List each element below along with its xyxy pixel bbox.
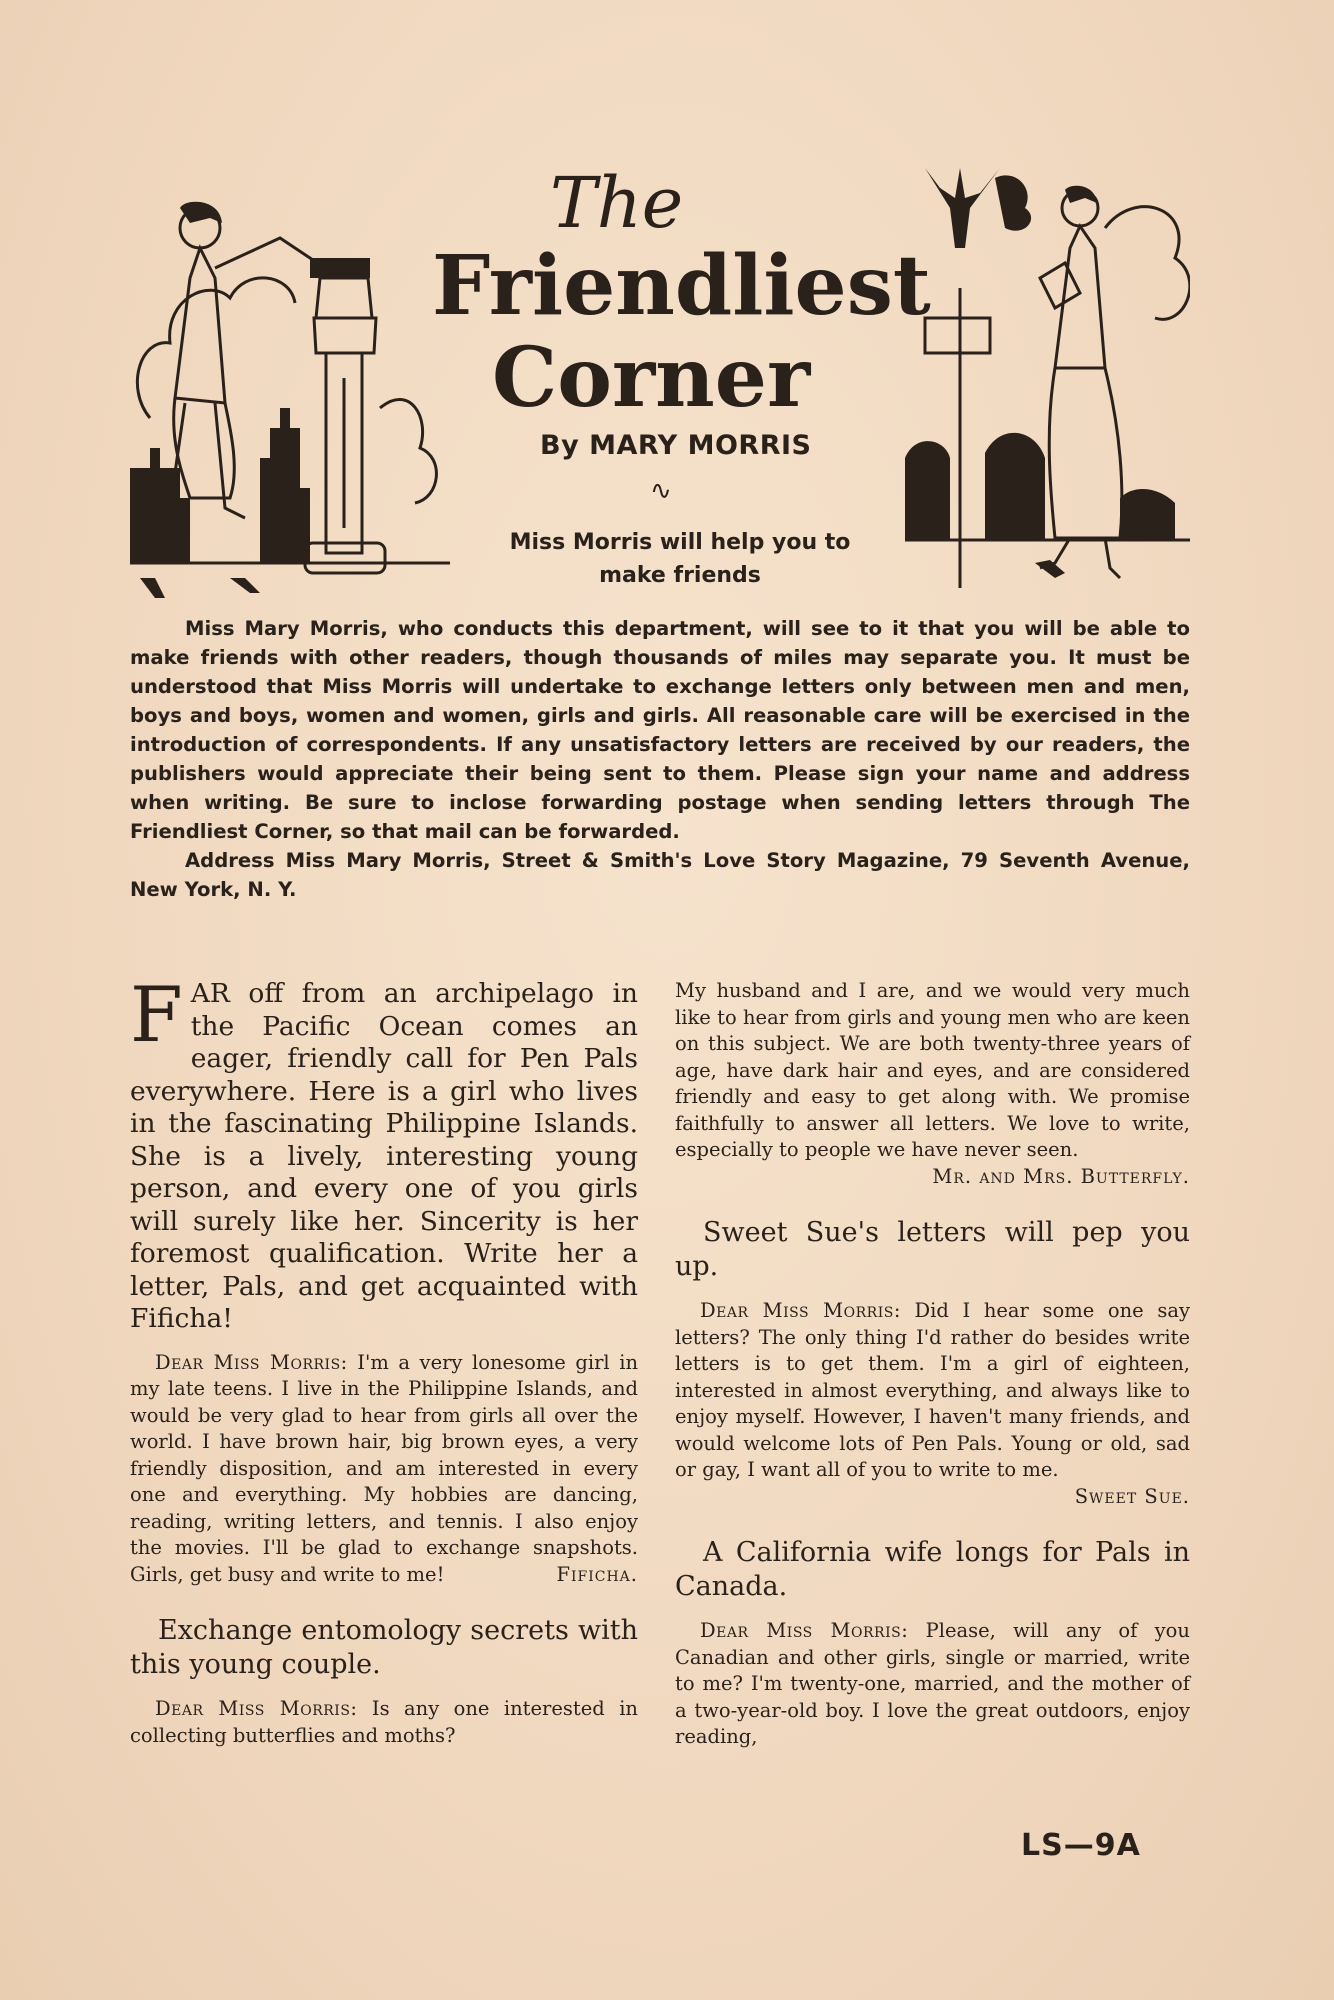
letter-body: I'm a very lonesome girl in my late teens. I live in the Philippine Islands, and would be very glad to hear from girls all over the world. I have brown hair, big brown eyes, a very friendly disposition, and am interested in every one and everything. My hobbies are dancing, reading, writing letters, and tennis. I also enjoy the movies. I'll be glad to exchange snapshots. Girls, get busy and write to me!: [130, 1350, 638, 1586]
letter-california-wife: [675, 1618, 1190, 1751]
title-line-friendliest: Friendliest: [432, 238, 931, 334]
right-column: [675, 978, 1190, 1751]
byline: By MARY MORRIS: [540, 430, 812, 461]
letter-body: Please, will any of you Canadian and other girls, single or married, write to me? I'm twenty-one, married, and the mother of a two-year-old boy. I love the great outdoors, enjoy reading,: [675, 1619, 1190, 1748]
title-line-corner: Corner: [492, 330, 811, 426]
letter-salutation: Dear Miss Morris:: [155, 1697, 358, 1720]
letter-body: Did I hear some one say letters? The only thing I'd rather do besides write letters is to get them. I'm a girl of eighteen, interested in almost everything, and always like to enjoy myself. However, I haven't many friends, and would welcome lots of Pen Pals. Young or old, sad or gay, I want all of you to write to me.: [675, 1299, 1190, 1481]
page-title: [432, 240, 952, 424]
lead-text: AR off from an archipelago in the Pacific Ocean comes an eager, friendly call for Pen Pals everywhere. Here is a girl who lives in the fascinating Philippine Islands. She is a lively, interesting young person, and every one of you girls will surely like her. Sincerity is her foremost qualification. Write her a letter, Pals, and get acquainted with Fificha!: [130, 978, 638, 1334]
subtitle: Miss Morris will help you to make friends: [509, 530, 851, 588]
letter-butterfly-start: [130, 1696, 638, 1749]
section-heading: A California wife longs for Pals in Canada.: [675, 1537, 1190, 1602]
woman-mailbox-illustration: [130, 168, 450, 608]
ornament-icon: ∿: [650, 476, 672, 506]
drop-cap: F: [130, 970, 183, 1059]
letter-salutation: Dear Miss Morris:: [155, 1350, 348, 1374]
intro-notice: [130, 614, 1190, 904]
section-heading: Sweet Sue's letters will pep you up.: [675, 1217, 1190, 1282]
letter-salutation: Dear Miss Morris:: [700, 1619, 909, 1642]
intro-paragraph: Miss Mary Morris, who conducts this department, will see to it that you will be able to make friends with other readers, though thousands of miles may separate you. It must be understood that Miss Morris will undertake to exchange letters only between men and men, boys and boys, women and women, girls and girls. All reasonable care will be exercised in the introduction of correspondents. If any unsatisfactory letters are received by our readers, the publishers would appreciate their being sent to them. Please sign your name and address when writing. Be sure to inclose forwarding postage when sending letters through The Friendliest Corner, so that mail can be forwarded.: [130, 617, 1190, 843]
letter-signature: Mr. and Mrs. Butterfly.: [932, 1164, 1190, 1188]
letter-body: Is any one interested in collecting butterflies and moths?: [130, 1697, 638, 1747]
letter-fificha: [130, 1350, 638, 1589]
letter-signature: Sweet Sue.: [1074, 1484, 1190, 1508]
section-heading: Exchange entomology secrets with this young couple.: [130, 1615, 638, 1680]
left-column: [130, 970, 638, 1749]
letter-butterfly-end: [675, 978, 1190, 1188]
letter-body: My husband and I are, and we would very much like to hear from girls and young men who are keen on this subject. We are both twenty-three years of age, have dark hair and eyes, and are considered friendly and easy to get along with. We promise faithfully to answer all letters. We love to write, especially to people we have never seen.: [675, 979, 1190, 1161]
letter-signature: Fificha.: [556, 1562, 638, 1586]
page-folio: LS—9A: [1021, 1828, 1141, 1863]
address-paragraph: Address Miss Mary Morris, Street & Smith's Love Story Magazine, 79 Seventh Avenue, New York, N. Y.: [130, 849, 1190, 901]
letter-sweet-sue: [675, 1298, 1190, 1508]
title-the: The: [550, 162, 684, 244]
lead-paragraph: [130, 970, 638, 1336]
letter-salutation: Dear Miss Morris:: [700, 1299, 901, 1322]
